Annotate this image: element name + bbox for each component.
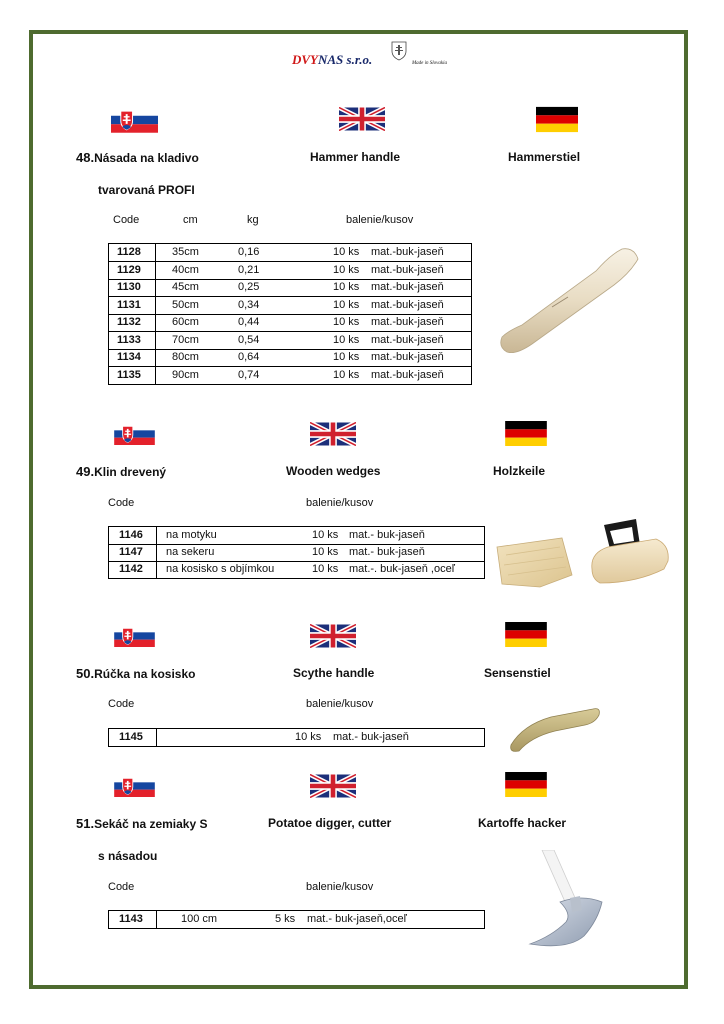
table-row [109,561,484,578]
flag-germany-icon [536,106,578,133]
wooden-wedge-image [494,535,574,590]
material-cell: mat.-buk-jaseň [371,316,444,328]
kg-cell: 0,74 [238,368,260,381]
wedge-with-collar-image [586,517,672,589]
flag-slovakia-icon [111,423,158,445]
kg-cell: 0,44 [238,316,260,328]
flag-uk-icon [310,624,356,648]
flag-slovakia-icon [111,107,158,133]
section-number: 49. [76,464,95,479]
crest-icon [391,41,407,61]
description-cell: na motyku [166,529,217,541]
qty-cell: 10 ks [295,731,322,743]
material-cell: mat.-buk-jaseň [371,298,444,311]
qty-cell: 10 ks [333,316,360,328]
material-cell: mat.-buk-jaseň [371,368,444,381]
col-header-code: Code [108,497,135,509]
table-row [109,262,471,280]
page-border [29,30,688,989]
code-cell: 1142 [119,563,143,575]
description-cell: na kosisko s objímkou [166,563,275,575]
table-row [109,297,471,315]
qty-cell: 10 ks [333,333,360,346]
section-48-title-sk [76,150,199,165]
section-50-title-en: Scythe handle [293,666,375,680]
qty-cell: 10 ks [333,263,360,276]
qty-cell: 10 ks [333,298,360,311]
qty-cell: 10 ks [333,351,360,363]
section-49-title-en: Wooden wedges [286,464,381,478]
potato-digger-image [524,850,614,960]
section-48-table [108,243,472,385]
section-49-title-sk [76,464,166,479]
code-cell: 1134 [117,351,141,363]
title-sk: Klin drevený [94,465,167,479]
length-cell: 100 cm [181,913,218,925]
col-header-code: Code [108,881,135,893]
section-51-title-de: Kartoffe hacker [478,816,567,830]
table-row [109,911,484,928]
title-sk: Rúčka na kosisko [94,667,196,681]
section-50-title-sk [76,666,195,681]
table-row [109,544,484,562]
brand-blue-part: NAS s.r.o. [318,52,373,67]
material-cell: mat.-buk-jaseň [371,281,444,293]
code-cell: 1130 [117,281,141,293]
table-row [109,367,471,384]
qty-cell: 5 ks [275,913,296,925]
flag-uk-icon [310,422,356,446]
qty-cell: 10 ks [312,529,339,541]
section-51-title-sk [76,816,208,831]
cm-cell: 40cm [172,263,199,276]
code-cell: 1145 [119,731,143,743]
col-header-packaging: balenie/kusov [346,214,414,226]
cm-cell: 35cm [172,246,199,258]
code-cell: 1133 [117,333,141,346]
section-number: 50. [76,666,95,681]
col-header-packaging: balenie/kusov [306,497,374,509]
section-51-table [108,910,485,929]
flag-uk-icon [310,774,356,798]
cm-cell: 50cm [172,298,199,311]
qty-cell: 10 ks [312,546,339,558]
table-row [109,244,471,262]
code-cell: 1132 [117,316,141,328]
col-header-packaging: balenie/kusov [306,698,374,710]
col-header-code: Code [113,214,140,226]
cm-cell: 80cm [172,351,199,363]
code-cell: 1143 [119,913,143,925]
section-49-table [108,526,485,579]
flag-germany-icon [505,772,547,797]
qty-cell: 10 ks [333,281,360,293]
title-sk: Násada na kladivo [94,151,199,165]
code-cell: 1147 [119,546,143,558]
code-cell: 1146 [119,529,143,541]
qty-cell: 10 ks [333,246,360,258]
table-row [109,314,471,332]
kg-cell: 0,16 [238,246,260,258]
material-cell: mat.- buk-jaseň [333,731,409,743]
kg-cell: 0,25 [238,281,260,293]
flag-germany-icon [505,421,547,446]
cm-cell: 90cm [172,368,199,381]
section-48-title-en: Hammer handle [310,150,401,164]
section-50-table [108,728,485,747]
cm-cell: 70cm [172,333,199,346]
hammer-handle-image [492,245,642,360]
qty-cell: 10 ks [312,563,339,575]
section-51-title-en: Potatoe digger, cutter [268,816,392,830]
table-row [109,332,471,350]
cm-cell: 45cm [172,281,199,293]
brand-red-part: DVY [292,52,318,67]
kg-cell: 0,21 [238,263,260,276]
made-in-label: Made in Slovakia [412,61,447,66]
table-row [109,349,471,367]
kg-cell: 0,34 [238,298,260,311]
section-48-title-de: Hammerstiel [508,150,581,164]
section-48-title-sk-line2: tvarovaná PROFI [98,183,195,197]
kg-cell: 0,54 [238,333,260,346]
material-cell: mat.-buk-jaseň [371,263,444,276]
flag-slovakia-icon [111,775,158,797]
material-cell: mat.- buk-jaseň [349,546,425,558]
material-cell: mat.-buk-jaseň [371,333,444,346]
kg-cell: 0,64 [238,351,260,363]
material-cell: mat.- buk-jaseň [349,529,425,541]
cm-cell: 60cm [172,316,199,328]
section-50-title-de: Sensenstiel [484,666,551,680]
qty-cell: 10 ks [333,368,360,381]
code-cell: 1128 [117,246,141,258]
material-cell: mat.-buk-jaseň [371,351,444,363]
section-number: 51. [76,816,95,831]
flag-slovakia-icon [111,625,158,647]
code-cell: 1129 [117,263,141,276]
flag-uk-icon [339,107,385,131]
code-cell: 1131 [117,298,141,311]
table-row [109,279,471,297]
section-49-title-de: Holzkeile [493,464,546,478]
flag-germany-icon [505,622,547,647]
material-cell: mat.-. buk-jaseň ,oceľ [349,563,455,575]
table-row [109,527,484,545]
scythe-handle-image [505,705,605,753]
table-row [109,729,484,746]
col-header-kg: kg [247,214,259,226]
description-cell: na sekeru [166,546,215,558]
section-number: 48. [76,150,95,165]
title-sk: Sekáč na zemiaky S [94,817,208,831]
col-header-code: Code [108,698,135,710]
company-name [292,52,372,68]
col-header-cm: cm [183,214,198,226]
material-cell: mat.-buk-jaseň [371,246,444,258]
code-cell: 1135 [117,368,141,381]
section-51-title-sk-line2: s násadou [98,849,158,863]
col-header-packaging: balenie/kusov [306,881,374,893]
material-cell: mat.- buk-jaseň,oceľ [307,913,407,925]
